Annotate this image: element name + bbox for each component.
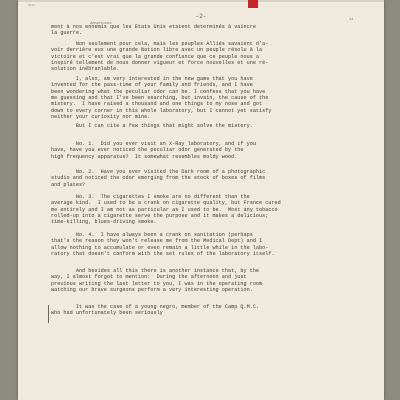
paragraph-6: No. 2. Have you ever visited the Dark room of a photographic studio and noticed the odor emerging from the stock of boxes of films and plates? — [51, 169, 266, 188]
paragraph-5: No. 1. Did you ever visit an X-Ray laboratory, and if you have, have you ever noticed the peculiar odor generated by the high frequency apparatus? It somewhat resembles moldy wood. — [51, 141, 256, 160]
paragraph-4: But I can cite a few things that might solve the mistery. — [51, 123, 253, 129]
paragraph-8: No. 4. I have always been a crank on sanitation (perhaps that's the reason they won't release me from the Medical Dept) and I allow nothing to accumulate or even remain a little while in the labo- ratory that doesn't conform with the set rules of the laboratory itself. — [51, 232, 275, 258]
paragraph-9: And besides all this there is another instance that, by the way, I almost forgot to mention: During the afternoon and just previous writing the last letter to you, I was in the operating room watching our brave surgeons perform a very interesting operation. — [51, 268, 263, 294]
paragraph-1: ment à nos ennemis que les Etats Unis etaient determinés à vaincre la guerre. — [51, 24, 256, 37]
margin-mark: 11 — [349, 18, 354, 22]
paragraph-7: No. 3. The cigarettes I smoke are no different than the average kind. I used to be a crank on cigarette quality, but France cured me entirely and I am not as particular as I used to be. Most any tobacco rolled-up into a cigarette serve the purpose and it makes a delicious; time-killing, blues-driving smoke. — [51, 194, 281, 226]
page-corner-mark: 1111 — [28, 4, 36, 7]
letter-page — [18, 0, 384, 400]
paragraph-2: Non seulement pour cela, mais les peuples Alliés savaient d'a- voir derrière eux une grande Nation libre avec un peuple résolu à la victoire et c'est vrai que la grande confiance que ce peuple nous a inspiré tellement de nous donner vigueur et force nouvelles et une ré- solution inébranlable. — [51, 41, 269, 73]
red-tab-mark — [248, 0, 258, 8]
paragraph-3: I, also, am very interested in the new game that you have invented for the pass-time of your family and friends, and I have been wondering what the peculiar odor can be. I confess that you have me guessing and that I've been searching, but invain, the cause of the mistery. I have raised a thousand and one things to my nose and got down to every corner in this whole laboratory, but I cannot yet satisfy neither your curiosity nor mine. — [51, 76, 272, 121]
paragraph-10: It was the case of a young negro, member of the Camp Q.M.C. who had unfortunately been seriously — [51, 304, 260, 317]
page-number: -2- — [195, 13, 207, 20]
margin-line — [48, 305, 49, 323]
handwritten-note: Americans — [90, 20, 112, 25]
